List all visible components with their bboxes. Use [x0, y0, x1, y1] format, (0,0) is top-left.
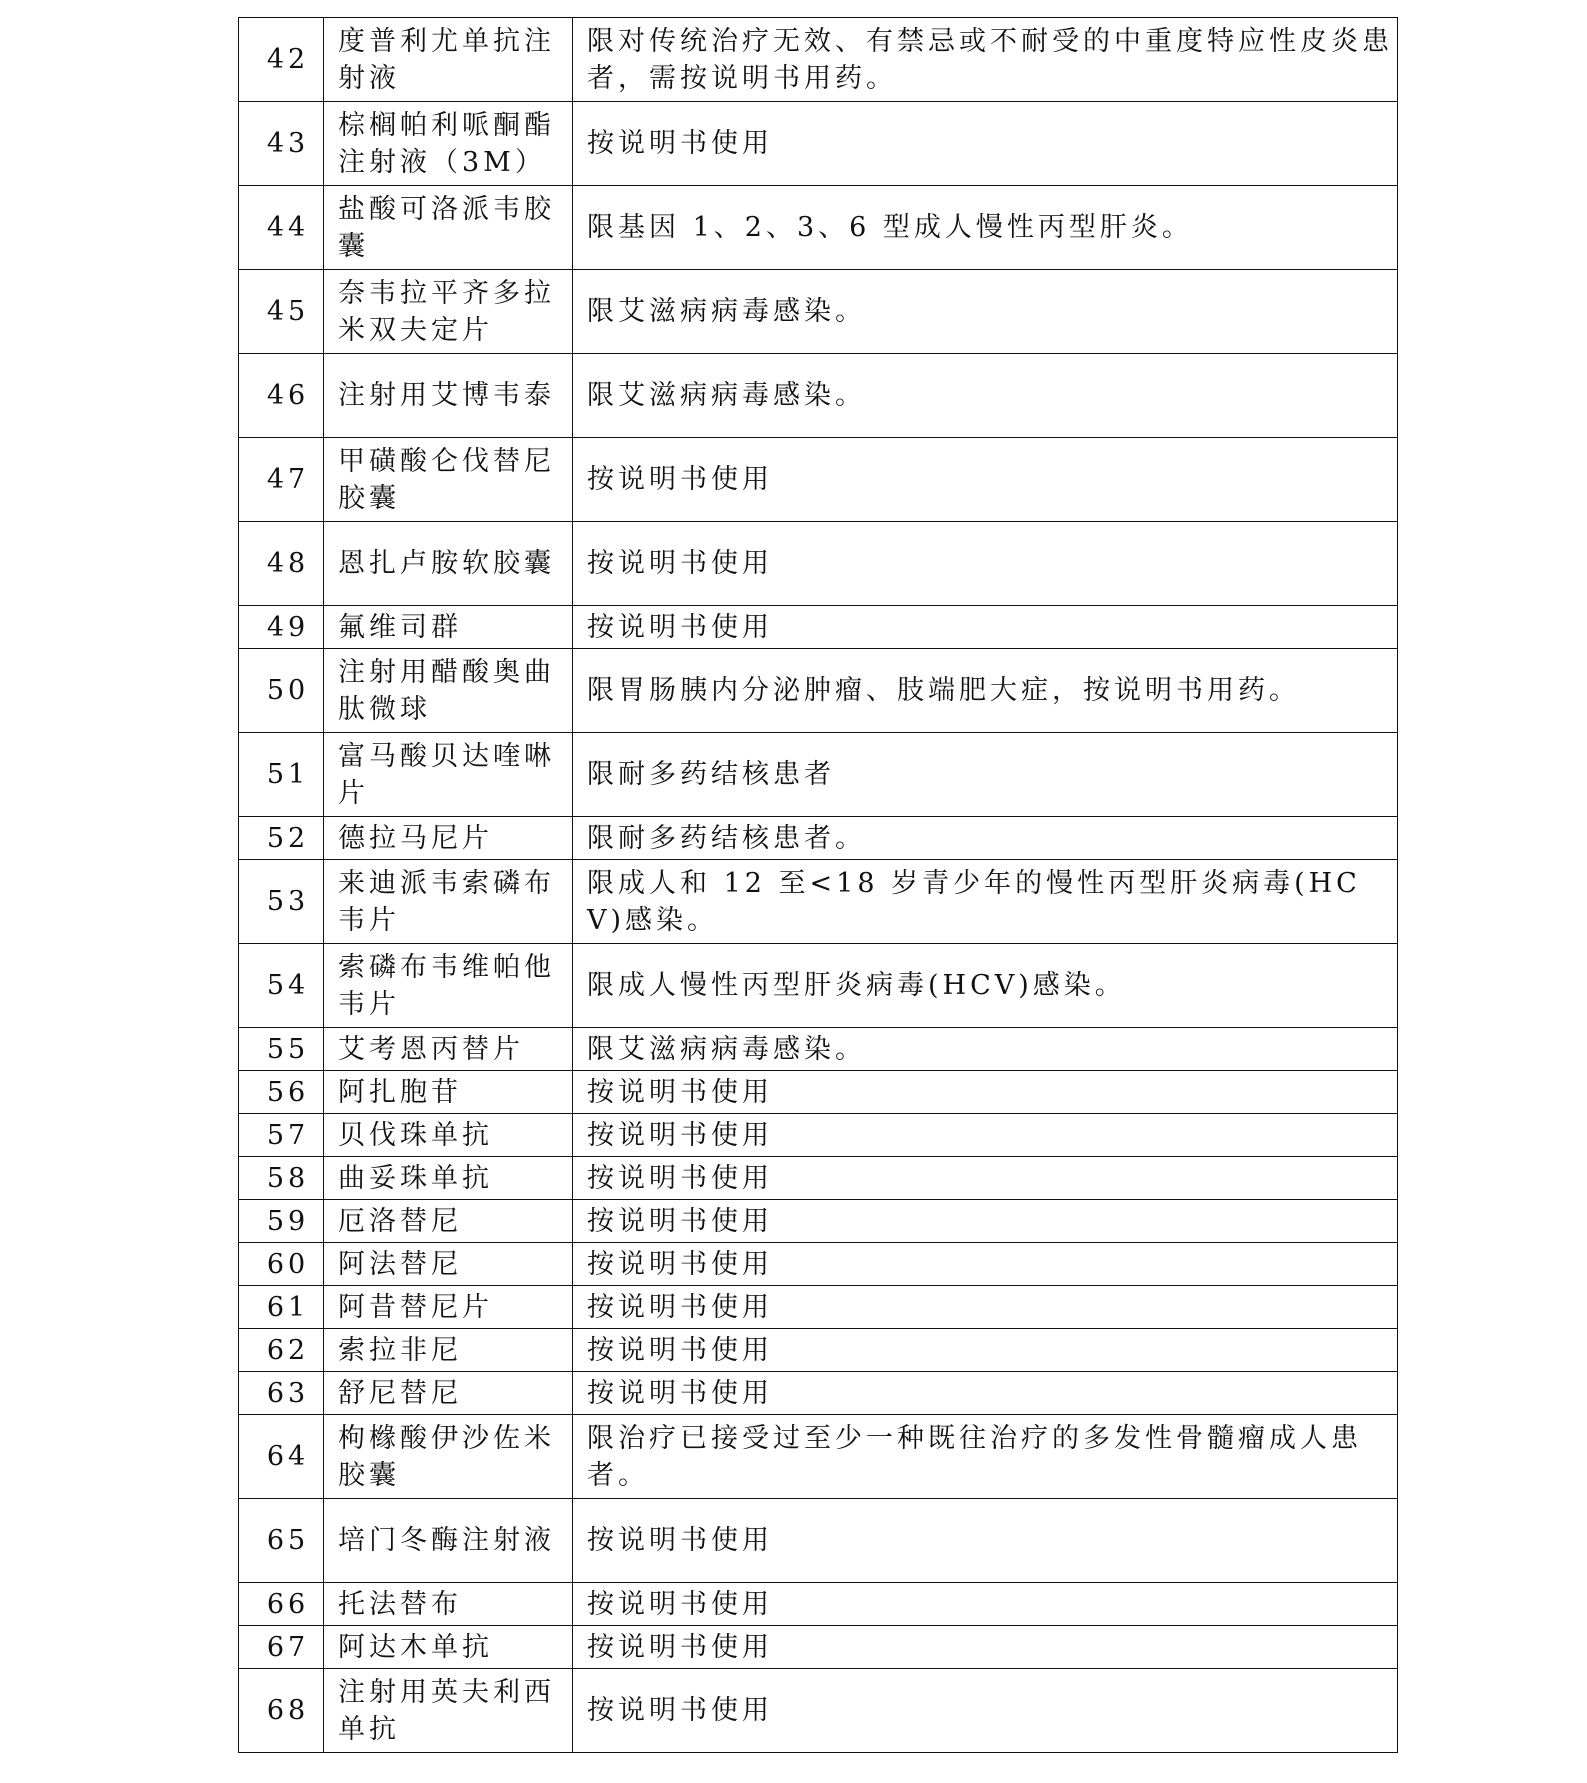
- drug-name: 索拉非尼: [324, 1329, 573, 1372]
- row-number: 58: [239, 1157, 324, 1200]
- usage-limit: 限胃肠胰内分泌肿瘤、肢端肥大症，按说明书用药。: [573, 649, 1398, 733]
- table-row: [239, 1583, 1398, 1626]
- table-row: [239, 102, 1398, 186]
- row-number: 63: [239, 1372, 324, 1415]
- row-number: 61: [239, 1286, 324, 1329]
- row-number: 65: [239, 1499, 324, 1583]
- usage-limit: 按说明书使用: [573, 1114, 1398, 1157]
- table-row: [239, 1243, 1398, 1286]
- drug-name: 厄洛替尼: [324, 1200, 573, 1243]
- row-number: 67: [239, 1626, 324, 1669]
- table-row: [239, 1071, 1398, 1114]
- row-number: 53: [239, 860, 324, 944]
- drug-name: 舒尼替尼: [324, 1372, 573, 1415]
- usage-limit: 按说明书使用: [573, 1071, 1398, 1114]
- table-row: [239, 1669, 1398, 1753]
- usage-limit: 限基因 1、2、3、6 型成人慢性丙型肝炎。: [573, 186, 1398, 270]
- row-number: 56: [239, 1071, 324, 1114]
- usage-limit: 限成人慢性丙型肝炎病毒(HCV)感染。: [573, 944, 1398, 1028]
- table-row: [239, 860, 1398, 944]
- drug-name: 贝伐珠单抗: [324, 1114, 573, 1157]
- drug-name: 阿达木单抗: [324, 1626, 573, 1669]
- drug-name: 阿扎胞苷: [324, 1071, 573, 1114]
- row-number: 60: [239, 1243, 324, 1286]
- drug-name: 注射用英夫利西单抗: [324, 1669, 573, 1753]
- table-row: [239, 1372, 1398, 1415]
- usage-limit: 限艾滋病病毒感染。: [573, 270, 1398, 354]
- drug-name: 棕榈帕利哌酮酯注射液（3M）: [324, 102, 573, 186]
- table-row: [239, 649, 1398, 733]
- table-row: [239, 18, 1398, 102]
- usage-limit: 限治疗已接受过至少一种既往治疗的多发性骨髓瘤成人患者。: [573, 1415, 1398, 1499]
- table-row: [239, 1028, 1398, 1071]
- drug-name: 恩扎卢胺软胶囊: [324, 522, 573, 606]
- drug-name: 富马酸贝达喹啉片: [324, 733, 573, 817]
- usage-limit: 限艾滋病病毒感染。: [573, 1028, 1398, 1071]
- drug-name: 德拉马尼片: [324, 817, 573, 860]
- table-row: [239, 817, 1398, 860]
- usage-limit: 按说明书使用: [573, 1372, 1398, 1415]
- usage-limit: 按说明书使用: [573, 1243, 1398, 1286]
- row-number: 54: [239, 944, 324, 1028]
- row-number: 66: [239, 1583, 324, 1626]
- drug-name: 枸橼酸伊沙佐米胶囊: [324, 1415, 573, 1499]
- drug-name: 氟维司群: [324, 606, 573, 649]
- usage-limit: 按说明书使用: [573, 1200, 1398, 1243]
- usage-limit: 按说明书使用: [573, 1329, 1398, 1372]
- table-row: [239, 1200, 1398, 1243]
- usage-limit: 限耐多药结核患者。: [573, 817, 1398, 860]
- usage-limit: 按说明书使用: [573, 1583, 1398, 1626]
- drug-name: 艾考恩丙替片: [324, 1028, 573, 1071]
- drug-name: 曲妥珠单抗: [324, 1157, 573, 1200]
- table-row: [239, 944, 1398, 1028]
- table-row: [239, 1114, 1398, 1157]
- table-row: [239, 1286, 1398, 1329]
- table-row: [239, 1415, 1398, 1499]
- usage-limit: 按说明书使用: [573, 606, 1398, 649]
- row-number: 64: [239, 1415, 324, 1499]
- table-row: [239, 186, 1398, 270]
- usage-limit: 限成人和 12 至<18 岁青少年的慢性丙型肝炎病毒(HCV)感染。: [573, 860, 1398, 944]
- row-number: 62: [239, 1329, 324, 1372]
- row-number: 59: [239, 1200, 324, 1243]
- usage-limit: 按说明书使用: [573, 1499, 1398, 1583]
- row-number: 44: [239, 186, 324, 270]
- drug-name: 甲磺酸仑伐替尼胶囊: [324, 438, 573, 522]
- table-row: [239, 354, 1398, 438]
- usage-limit: 限艾滋病病毒感染。: [573, 354, 1398, 438]
- row-number: 46: [239, 354, 324, 438]
- drug-name: 盐酸可洛派韦胶囊: [324, 186, 573, 270]
- table-row: [239, 1626, 1398, 1669]
- row-number: 43: [239, 102, 324, 186]
- row-number: 51: [239, 733, 324, 817]
- row-number: 48: [239, 522, 324, 606]
- row-number: 52: [239, 817, 324, 860]
- usage-limit: 限耐多药结核患者: [573, 733, 1398, 817]
- usage-limit: 按说明书使用: [573, 1626, 1398, 1669]
- usage-limit: 按说明书使用: [573, 522, 1398, 606]
- row-number: 47: [239, 438, 324, 522]
- table-row: [239, 1157, 1398, 1200]
- drug-name: 培门冬酶注射液: [324, 1499, 573, 1583]
- drug-name: 奈韦拉平齐多拉米双夫定片: [324, 270, 573, 354]
- drug-name: 索磷布韦维帕他韦片: [324, 944, 573, 1028]
- drug-name: 托法替布: [324, 1583, 573, 1626]
- table-row: [239, 606, 1398, 649]
- usage-limit: 按说明书使用: [573, 102, 1398, 186]
- row-number: 57: [239, 1114, 324, 1157]
- usage-limit: 按说明书使用: [573, 1669, 1398, 1753]
- drug-name: 注射用醋酸奥曲肽微球: [324, 649, 573, 733]
- table-row: [239, 1329, 1398, 1372]
- row-number: 42: [239, 18, 324, 102]
- drug-name: 阿法替尼: [324, 1243, 573, 1286]
- usage-limit: 限对传统治疗无效、有禁忌或不耐受的中重度特应性皮炎患者，需按说明书用药。: [573, 18, 1398, 102]
- usage-limit: 按说明书使用: [573, 1286, 1398, 1329]
- table-row: [239, 438, 1398, 522]
- usage-limit: 按说明书使用: [573, 438, 1398, 522]
- row-number: 68: [239, 1669, 324, 1753]
- drug-list-body: [239, 18, 1398, 1753]
- table-row: [239, 733, 1398, 817]
- drug-name: 注射用艾博韦泰: [324, 354, 573, 438]
- table-row: [239, 270, 1398, 354]
- drug-name: 度普利尤单抗注射液: [324, 18, 573, 102]
- table-row: [239, 522, 1398, 606]
- row-number: 50: [239, 649, 324, 733]
- usage-limit: 按说明书使用: [573, 1157, 1398, 1200]
- row-number: 49: [239, 606, 324, 649]
- drug-name: 来迪派韦索磷布韦片: [324, 860, 573, 944]
- row-number: 45: [239, 270, 324, 354]
- row-number: 55: [239, 1028, 324, 1071]
- drug-name: 阿昔替尼片: [324, 1286, 573, 1329]
- table-row: [239, 1499, 1398, 1583]
- drug-list-table: [238, 17, 1398, 1753]
